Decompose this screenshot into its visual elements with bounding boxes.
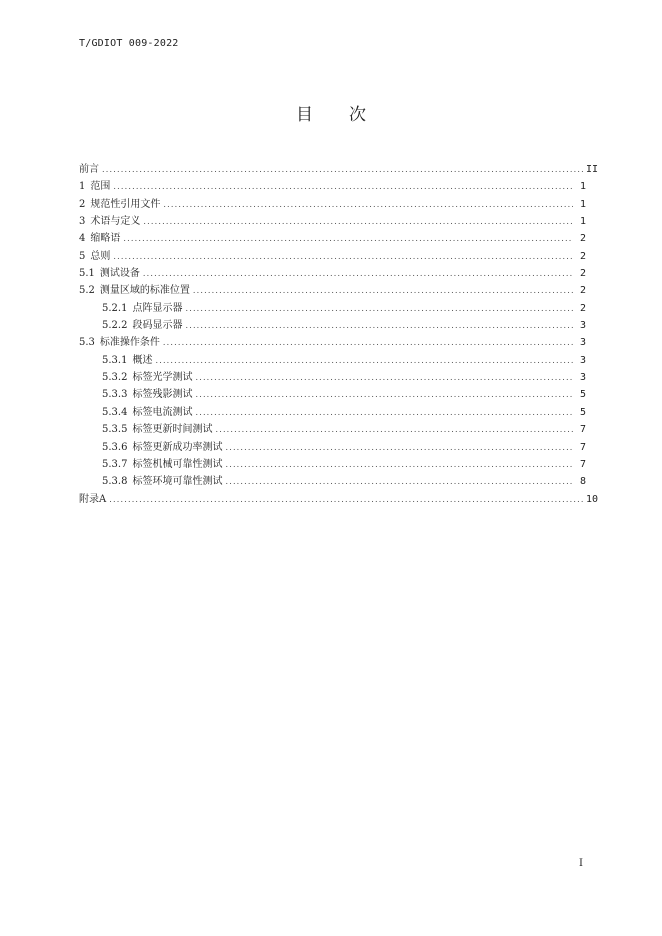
toc-entry[interactable] — [79, 213, 598, 230]
toc-entry-number: 3 — [79, 216, 86, 228]
toc-entry[interactable] — [79, 178, 598, 195]
toc-leader-dots — [109, 491, 583, 508]
toc-leader-dots — [185, 300, 573, 317]
toc-entry[interactable] — [79, 352, 598, 369]
toc-leader-dots — [163, 196, 573, 213]
toc-leader-dots — [185, 317, 573, 334]
toc-leader-dots — [123, 230, 573, 247]
toc-entry-label: 测量区域的标准位置 — [99, 285, 190, 297]
toc-entry-label: 点阵显示器 — [132, 302, 183, 314]
toc-entry-label: 标签更新时间测试 — [132, 424, 213, 436]
toc-entry[interactable] — [79, 317, 598, 334]
toc-entry-number: 5.2.1 — [102, 302, 128, 314]
toc-entry-page: 7 — [579, 441, 586, 453]
toc-entry-label: 范围 — [90, 181, 111, 193]
toc-entry-page: 8 — [579, 476, 586, 488]
toc-entry[interactable] — [79, 404, 598, 421]
toc-leader-dots — [102, 161, 583, 178]
toc-entry-number: 4 — [79, 233, 86, 245]
toc-entry-page: 3 — [579, 320, 586, 332]
title-part-1: 目 — [296, 105, 313, 125]
toc-entry-label: 概述 — [132, 354, 153, 366]
toc-entry[interactable] — [79, 265, 598, 282]
toc-entry-page: 1 — [579, 181, 586, 193]
toc-leader-dots — [225, 473, 573, 490]
toc-entry-number: 5.3.2 — [102, 372, 128, 384]
toc-entry-page: 7 — [579, 458, 586, 470]
title-part-2: 次 — [349, 105, 366, 125]
toc-entry-page: 2 — [579, 250, 586, 262]
toc-entry-label: 附录A — [79, 493, 107, 505]
table-of-contents — [79, 161, 598, 508]
toc-entry[interactable] — [79, 161, 598, 178]
toc-entry[interactable] — [79, 248, 598, 265]
toc-entry-number: 5.3.6 — [102, 441, 128, 453]
toc-leader-dots — [193, 282, 573, 299]
toc-entry-label: 测试设备 — [99, 268, 140, 280]
toc-entry-label: 总则 — [90, 250, 111, 262]
toc-entry-label: 标签更新成功率测试 — [132, 441, 223, 453]
toc-entry-page: 1 — [579, 216, 586, 228]
toc-entry-page: 7 — [579, 424, 586, 436]
toc-entry-page: 3 — [579, 337, 586, 349]
toc-leader-dots — [155, 352, 573, 369]
toc-entry[interactable] — [79, 421, 598, 438]
toc-entry-label: 标签光学测试 — [132, 372, 193, 384]
toc-entry[interactable] — [79, 300, 598, 317]
toc-leader-dots — [195, 386, 573, 403]
toc-entry-number: 2 — [79, 198, 86, 210]
toc-entry[interactable] — [79, 196, 598, 213]
toc-entry-label: 规范性引用文件 — [90, 198, 161, 210]
toc-entry[interactable] — [79, 230, 598, 247]
toc-entry[interactable] — [79, 282, 598, 299]
toc-entry-page: 3 — [579, 354, 586, 366]
toc-entry[interactable] — [79, 456, 598, 473]
toc-entry[interactable] — [79, 491, 598, 508]
toc-entry[interactable] — [79, 334, 598, 351]
toc-entry-label: 标签残影测试 — [132, 389, 193, 401]
toc-entry-label: 标准操作条件 — [99, 337, 160, 349]
toc-leader-dots — [225, 456, 573, 473]
toc-entry-label: 缩略语 — [90, 233, 121, 245]
toc-entry[interactable] — [79, 439, 598, 456]
toc-entry-page: 10 — [585, 493, 598, 505]
document-code: T/GDIOT 009-2022 — [79, 38, 179, 49]
page-number: I — [579, 858, 583, 869]
toc-entry[interactable] — [79, 386, 598, 403]
toc-entry-label: 前言 — [79, 164, 99, 175]
toc-entry-page: 2 — [579, 302, 586, 314]
toc-leader-dots — [195, 404, 573, 421]
toc-leader-dots — [163, 334, 573, 351]
toc-entry-number: 5.3.1 — [102, 354, 128, 366]
toc-leader-dots — [143, 213, 573, 230]
toc-entry-number: 5.3.4 — [102, 406, 128, 418]
toc-entry-page: II — [585, 164, 598, 175]
toc-entry-number: 5.3.7 — [102, 458, 128, 470]
toc-leader-dots — [225, 439, 573, 456]
toc-entry-page: 5 — [579, 406, 586, 418]
toc-entry-page: 1 — [579, 198, 586, 210]
toc-entry-page: 3 — [579, 372, 586, 384]
toc-entry-number: 5.3.5 — [102, 424, 128, 436]
toc-leader-dots — [143, 265, 573, 282]
toc-entry-number: 5.3 — [79, 337, 95, 349]
toc-entry-page: 2 — [579, 285, 586, 297]
toc-entry[interactable] — [79, 369, 598, 386]
toc-entry[interactable] — [79, 473, 598, 490]
toc-entry-number: 5.3.8 — [102, 476, 128, 488]
toc-leader-dots — [113, 248, 573, 265]
toc-entry-label: 标签电流测试 — [132, 406, 193, 418]
page-title — [0, 100, 662, 125]
toc-entry-page: 2 — [579, 233, 586, 245]
toc-entry-number: 5 — [79, 250, 86, 262]
toc-entry-number: 5.2 — [79, 285, 95, 297]
toc-entry-label: 段码显示器 — [132, 320, 183, 332]
toc-entry-number: 5.3.3 — [102, 389, 128, 401]
toc-entry-number: 5.2.2 — [102, 320, 128, 332]
toc-entry-page: 5 — [579, 389, 586, 401]
toc-entry-label: 标签机械可靠性测试 — [132, 458, 223, 470]
toc-entry-label: 术语与定义 — [90, 216, 141, 228]
toc-entry-number: 1 — [79, 181, 86, 193]
toc-entry-page: 2 — [579, 268, 586, 280]
toc-leader-dots — [195, 369, 573, 386]
toc-leader-dots — [215, 421, 573, 438]
toc-entry-number: 5.1 — [79, 268, 95, 280]
toc-entry-label: 标签环境可靠性测试 — [132, 476, 223, 488]
toc-leader-dots — [113, 178, 573, 195]
